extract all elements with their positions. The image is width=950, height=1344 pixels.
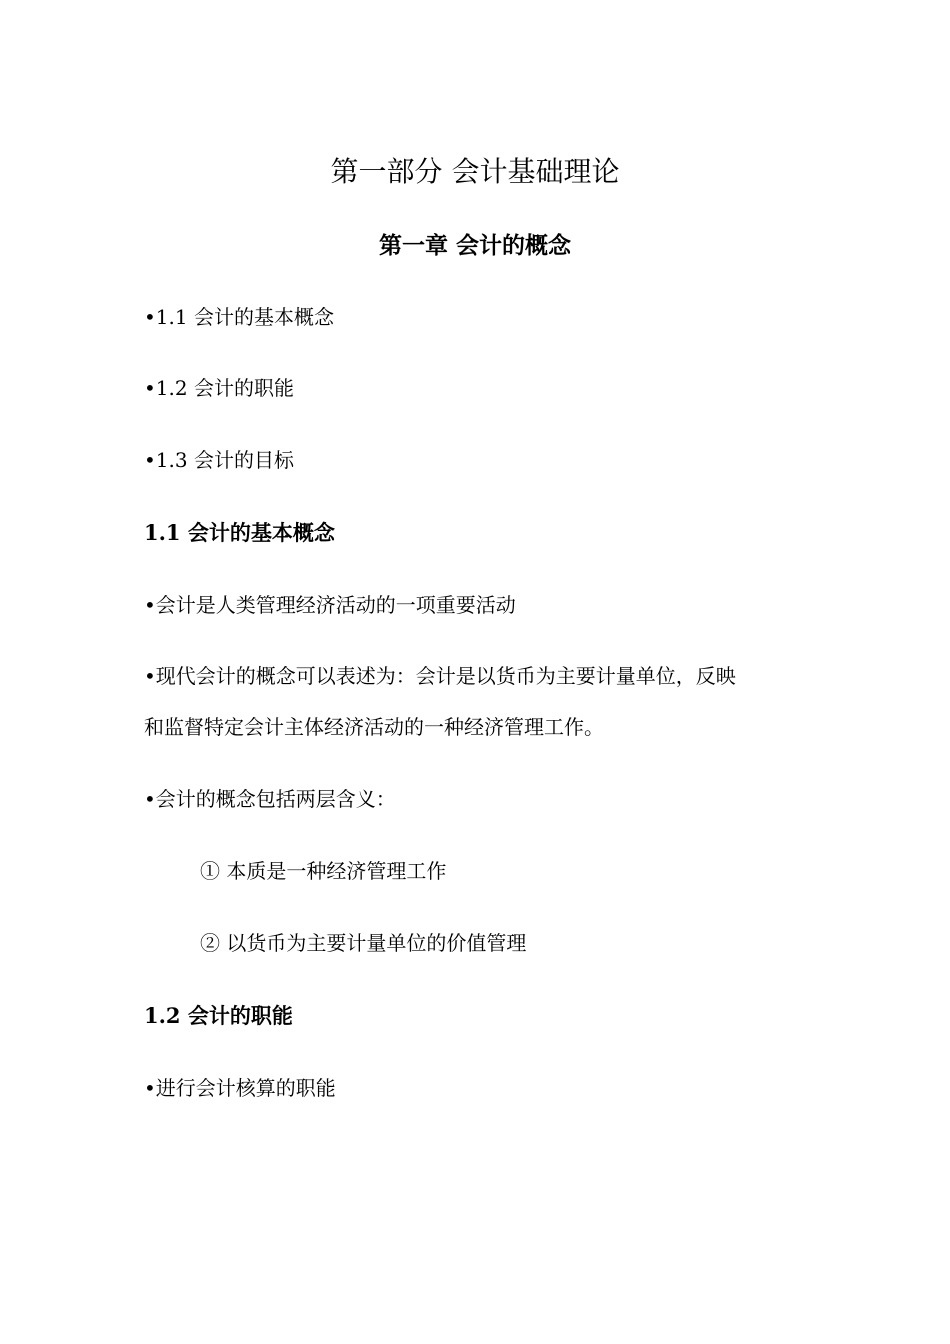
paragraph-bullet: •进行会计核算的职能 [144, 1076, 336, 1100]
toc-item-1-2: •1.2 会计的职能 [144, 376, 294, 400]
paragraph-bullet-line-1: •现代会计的概念可以表述为：会计是以货币为主要计量单位，反映 [144, 664, 736, 688]
section-heading-1-2: 1.2 会计的职能 [144, 1003, 293, 1028]
toc-item-1-3: •1.3 会计的目标 [144, 448, 294, 472]
section-heading-1-1: 1.1 会计的基本概念 [144, 520, 335, 545]
paragraph-bullet: •会计的概念包括两层含义： [144, 787, 396, 811]
paragraph-bullet: •会计是人类管理经济活动的一项重要活动 [144, 593, 516, 617]
toc-item-1-1: •1.1 会计的基本概念 [144, 305, 334, 329]
chapter-title: 第一章 会计的概念 [378, 232, 571, 259]
meaning-item-1: ① 本质是一种经济管理工作 [200, 859, 447, 883]
part-title: 第一部分 会计基础理论 [330, 155, 620, 188]
meaning-item-2: ② 以货币为主要计量单位的价值管理 [200, 931, 527, 955]
paragraph-bullet-line-2: 和监督特定会计主体经济活动的一种经济管理工作。 [144, 715, 604, 739]
